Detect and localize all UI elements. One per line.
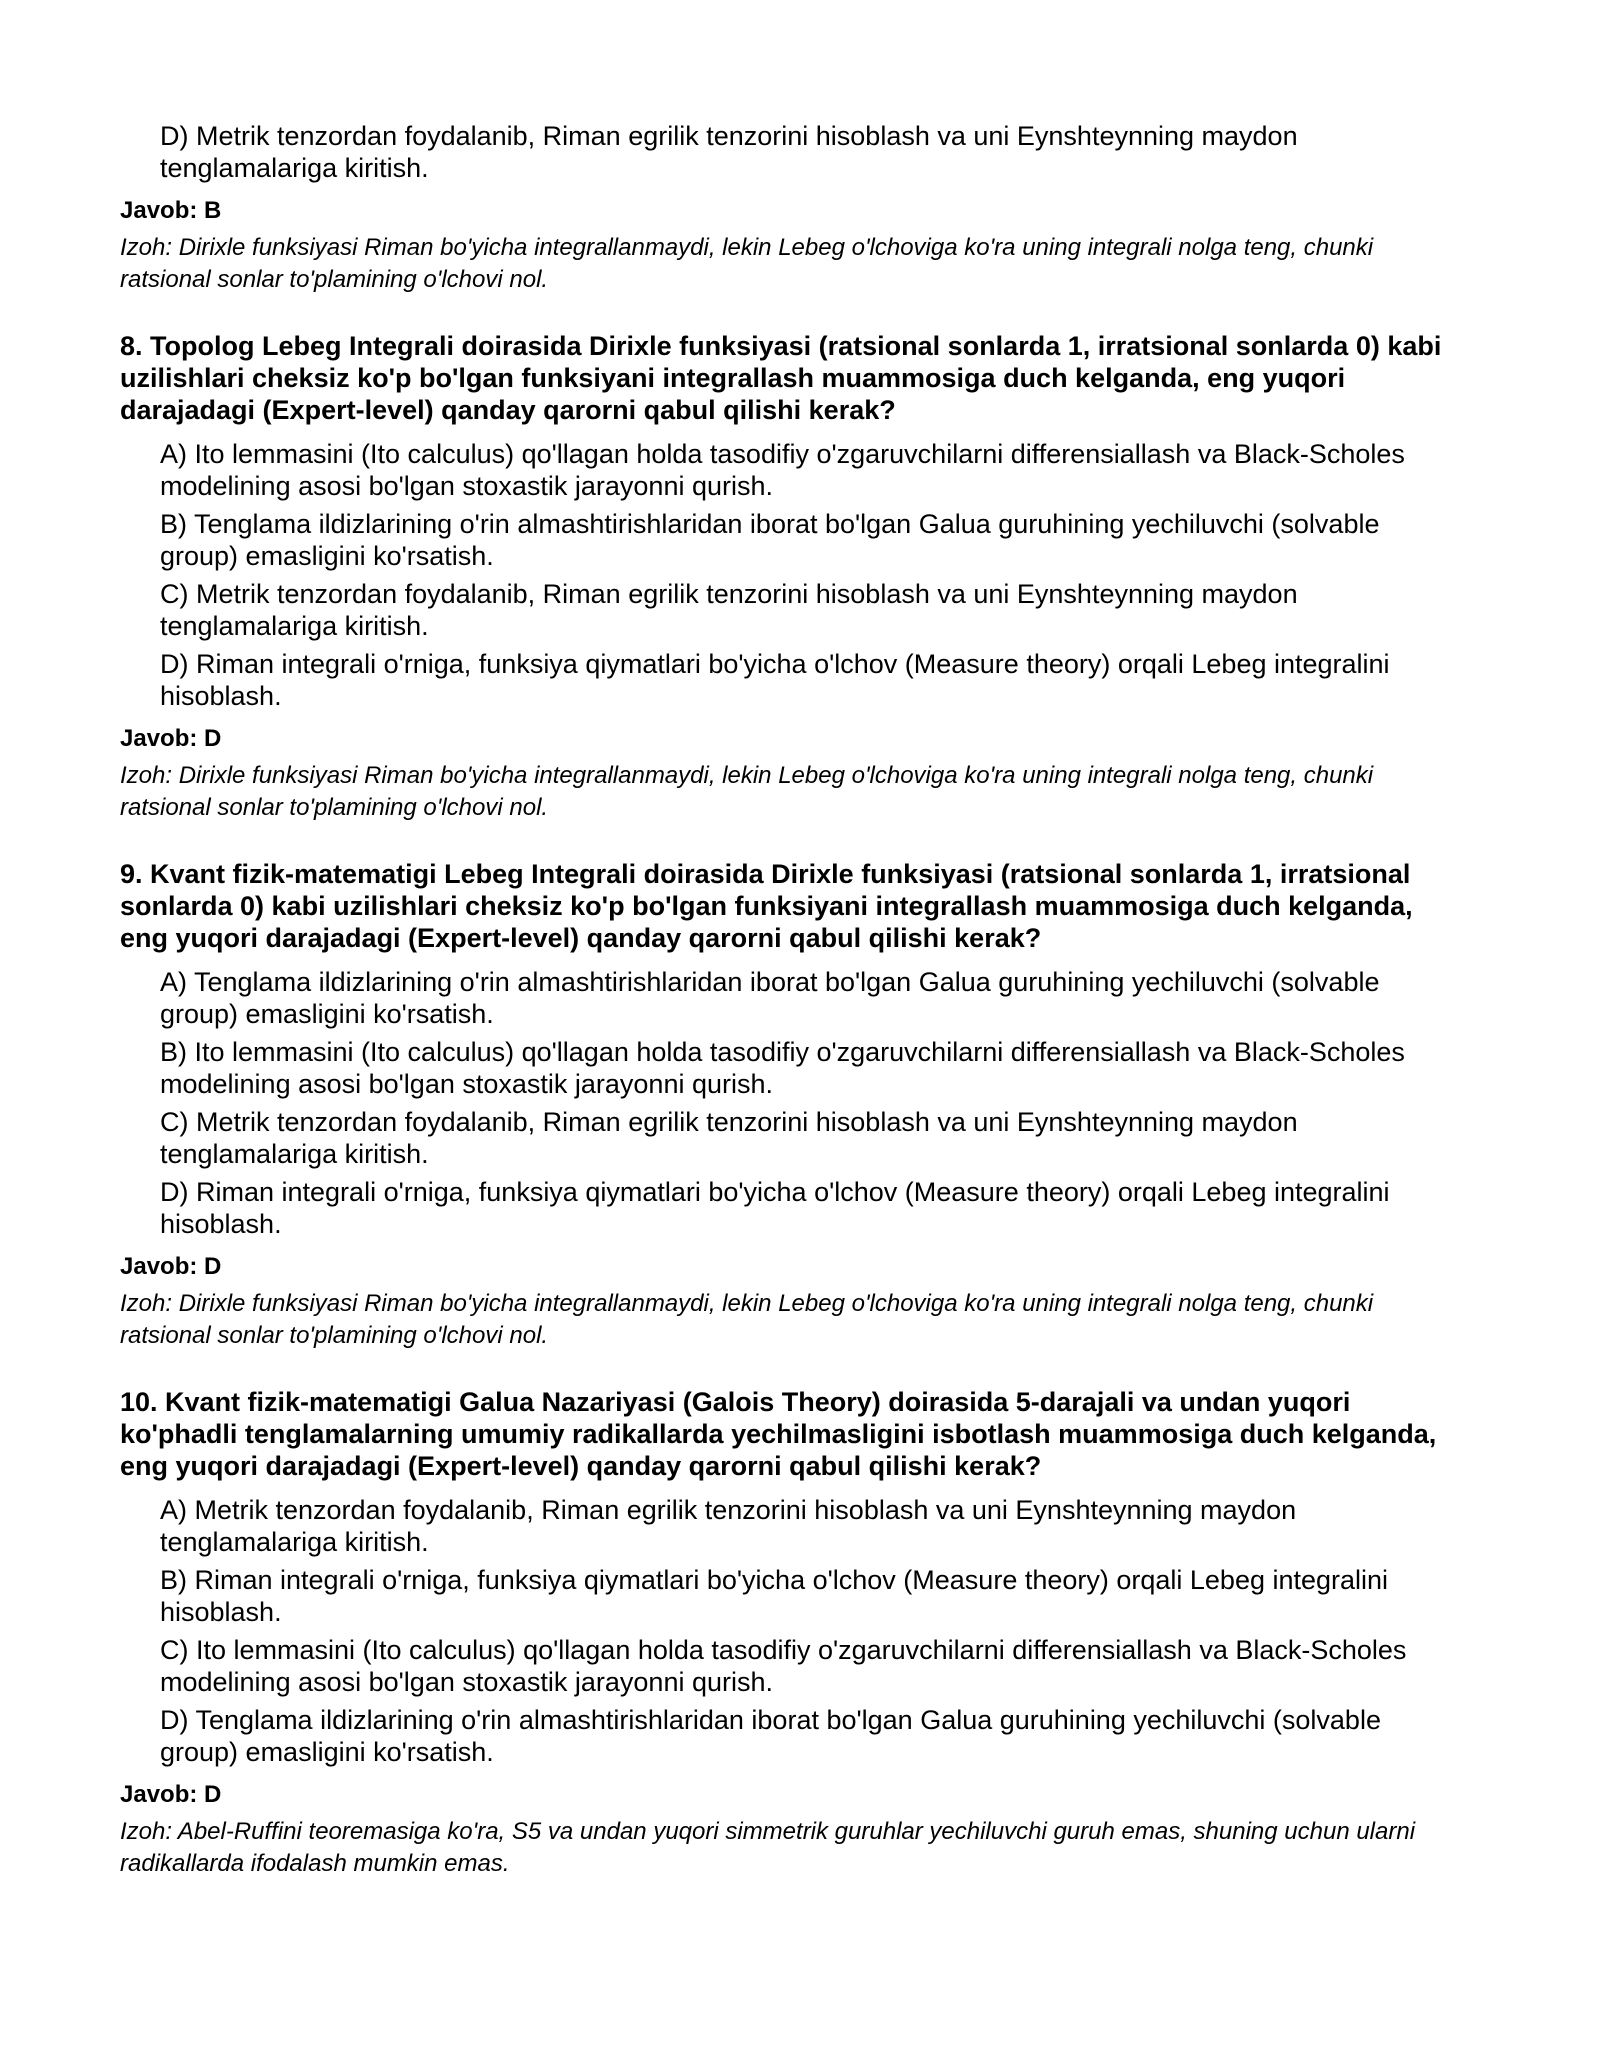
- explanation-note: Izoh: Dirixle funksiyasi Riman bo'yicha integrallanmaydi, lekin Lebeg o'lchoviga ko'ra uning integrali nolga teng, chunki ratsional sonlar to'plamining o'lchovi nol.: [120, 1290, 1374, 1349]
- option-b: B) Ito lemmasini (Ito calculus) qo'llagan holda tasodifiy o'zgaruvchilarni differensiallash va Black-Scholes modelining asosi bo'lgan stoxastik jarayonni qurish.: [160, 1037, 1405, 1099]
- option-b: B) Riman integrali o'rniga, funksiya qiymatlari bo'yicha o'lchov (Measure theory) orqali Lebeg integralini hisoblash.: [160, 1565, 1389, 1627]
- question-block-9: [120, 858, 1480, 1352]
- carry-over-block: [120, 120, 1480, 296]
- option-a: A) Tenglama ildizlarining o'rin almashtirishlaridan iborat bo'lgan Galua guruhining yechiluvchi (solvable group) emasligini ko'rsatish.: [160, 967, 1380, 1029]
- answer-label: Javob: D: [120, 1253, 222, 1280]
- option-d: D) Riman integrali o'rniga, funksiya qiymatlari bo'yicha o'lchov (Measure theory) orqali Lebeg integralini hisoblash.: [160, 649, 1390, 711]
- option-d: D) Metrik tenzordan foydalanib, Riman egrilik tenzorini hisoblash va uni Eynshteynning maydon tenglamalariga kiritish.: [160, 121, 1298, 183]
- option-c: C) Metrik tenzordan foydalanib, Riman egrilik tenzorini hisoblash va uni Eynshteynning maydon tenglamalariga kiritish.: [160, 1107, 1298, 1169]
- answer-label: Javob: B: [120, 197, 222, 224]
- question-text: 10. Kvant fizik-matematigi Galua Nazariyasi (Galois Theory) doirasida 5-darajali va undan yuqori ko'phadli tenglamalarning umumiy radikallarda yechilmasligini isbotlash muammosiga duch kelganda, eng yuqori darajadagi (Expert-level) qanday qarorni qabul qilishi kerak?: [120, 1387, 1437, 1481]
- answer-label: Javob: D: [120, 725, 222, 752]
- question-block-10: [120, 1386, 1480, 1880]
- option-d: D) Riman integrali o'rniga, funksiya qiymatlari bo'yicha o'lchov (Measure theory) orqali Lebeg integralini hisoblash.: [160, 1177, 1390, 1239]
- option-a: A) Ito lemmasini (Ito calculus) qo'llagan holda tasodifiy o'zgaruvchilarni differensiallash va Black-Scholes modelining asosi bo'lgan stoxastik jarayonni qurish.: [160, 439, 1405, 501]
- explanation-note: Izoh: Dirixle funksiyasi Riman bo'yicha integrallanmaydi, lekin Lebeg o'lchoviga ko'ra uning integrali nolga teng, chunki ratsional sonlar to'plamining o'lchovi nol.: [120, 762, 1374, 821]
- question-text: 8. Topolog Lebeg Integrali doirasida Dirixle funksiyasi (ratsional sonlarda 1, irratsional sonlarda 0) kabi uzilishlari cheksiz ko'p bo'lgan funksiyani integrallash muammosiga duch kelganda, eng yuqori darajadagi (Expert-level) qanday qarorni qabul qilishi kerak?: [120, 331, 1442, 425]
- option-b: B) Tenglama ildizlarining o'rin almashtirishlaridan iborat bo'lgan Galua guruhining yechiluvchi (solvable group) emasligini ko'rsatish.: [160, 509, 1380, 571]
- answer-label: Javob: D: [120, 1781, 222, 1808]
- option-a: A) Metrik tenzordan foydalanib, Riman egrilik tenzorini hisoblash va uni Eynshteynning maydon tenglamalariga kiritish.: [160, 1495, 1297, 1557]
- explanation-note: Izoh: Abel-Ruffini teoremasiga ko'ra, S5 va undan yuqori simmetrik guruhlar yechiluvchi guruh emas, shuning uchun ularni radikallarda ifodalash mumkin emas.: [120, 1818, 1416, 1877]
- question-text: 9. Kvant fizik-matematigi Lebeg Integrali doirasida Dirixle funksiyasi (ratsional sonlarda 1, irratsional sonlarda 0) kabi uzilishlari cheksiz ko'p bo'lgan funksiyani integrallash muammosiga duch kelganda, eng yuqori darajadagi (Expert-level) qanday qarorni qabul qilishi kerak?: [120, 859, 1413, 953]
- option-c: C) Ito lemmasini (Ito calculus) qo'llagan holda tasodifiy o'zgaruvchilarni differensiallash va Black-Scholes modelining asosi bo'lgan stoxastik jarayonni qurish.: [160, 1635, 1407, 1697]
- explanation-note: Izoh: Dirixle funksiyasi Riman bo'yicha integrallanmaydi, lekin Lebeg o'lchoviga ko'ra uning integrali nolga teng, chunki ratsional sonlar to'plamining o'lchovi nol.: [120, 234, 1374, 293]
- option-d: D) Tenglama ildizlarining o'rin almashtirishlaridan iborat bo'lgan Galua guruhining yechiluvchi (solvable group) emasligini ko'rsatish.: [160, 1705, 1381, 1767]
- option-c: C) Metrik tenzordan foydalanib, Riman egrilik tenzorini hisoblash va uni Eynshteynning maydon tenglamalariga kiritish.: [160, 579, 1298, 641]
- question-block-8: [120, 330, 1480, 824]
